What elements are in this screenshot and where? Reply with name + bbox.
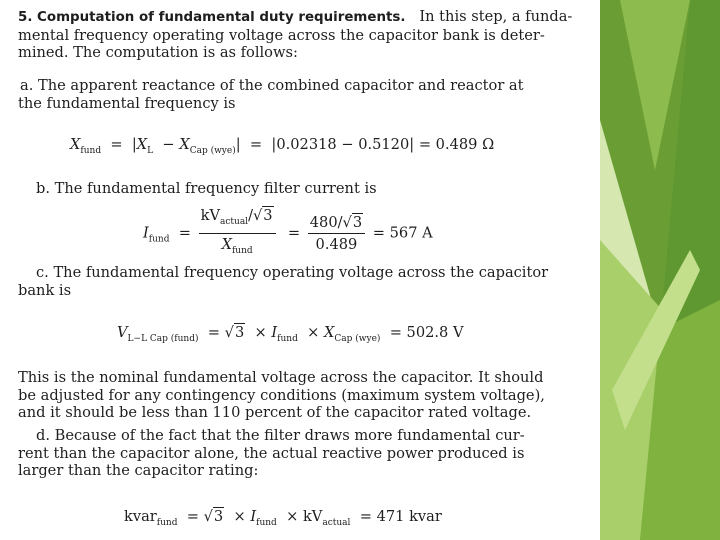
step-c-line-1: c. The fundamental frequency operating voltage across the capacitor <box>36 264 549 281</box>
intro-line-3: mined. The computation is as follows: <box>18 44 298 61</box>
step-c-line-2: bank is <box>18 281 72 299</box>
note-text <box>18 369 578 422</box>
step-d-line-2: rent than the capacitor alone, the actual reactive power produced is <box>18 444 525 462</box>
step-c-text <box>18 264 578 299</box>
equation-current: $I_{fund}$ = $\frac{kV_{actual}/√3}{X_{fund}}$ = $\frac{480/√3}{0.489}$ = 567 A <box>143 206 433 261</box>
step-a-text <box>18 77 578 112</box>
note-line-1: This is the nominal fundamental voltage across the capacitor. It should <box>18 369 544 386</box>
section-number: 5. <box>18 10 33 25</box>
step-d-line-3: larger than the capacitor rating: <box>18 462 259 479</box>
note-line-3: and it should be less than 110 percent of the capacitor rated voltage. <box>18 404 532 421</box>
equation-current-result: = 567 A <box>372 224 433 242</box>
intro-line-2: mental frequency operating voltage across the capacitor bank is deter- <box>18 26 545 44</box>
equation-voltage-result: = 502.8 V <box>389 324 464 341</box>
step-a-line-1: a. The apparent reactance of the combined capacitor and reactor at <box>20 77 524 94</box>
section-heading: Computation of fundamental duty requirements. <box>37 10 406 25</box>
equation-kvar-result: = 471 kvar <box>359 508 442 525</box>
fraction-kv-over-x: $\frac{kV_{actual}/√3}{X_{fund}}$ <box>199 206 276 261</box>
equation-reactance-values: |0.02318 − 0.5120| = 0.489 Ω <box>271 136 495 153</box>
step-a-line-2: the fundamental frequency is <box>18 94 236 112</box>
intro-line-1: In this step, a funda- <box>419 8 573 25</box>
section-intro <box>18 8 578 62</box>
step-d-text <box>18 427 578 480</box>
equation-reactance: $X_{fund} = |X_L - X_{Cap (wye)}| = |0.02318 - 0.5120| = 0.489$ Ω <box>70 136 495 156</box>
step-d-line-1: d. Because of the fact that the filter draws more fundamental cur- <box>36 427 525 444</box>
note-line-2: be adjusted for any contingency conditions (maximum system voltage), <box>18 386 545 404</box>
equation-kvar: kvar$_{fund}$ = $√3 \times I_{fund} \times kV_{actual} = 471$ kvar <box>124 508 442 528</box>
step-b-line-1: b. The fundamental frequency filter current is <box>36 180 377 197</box>
fraction-480-over-0489: $\frac{480/√3}{0.489}$ <box>308 213 365 254</box>
step-b-text <box>18 180 578 198</box>
equation-voltage: $V_{L-L Cap (fund)} = √3 \times I_{fund} \times X_{Cap (wye)} = 502.8$ V <box>117 324 464 344</box>
